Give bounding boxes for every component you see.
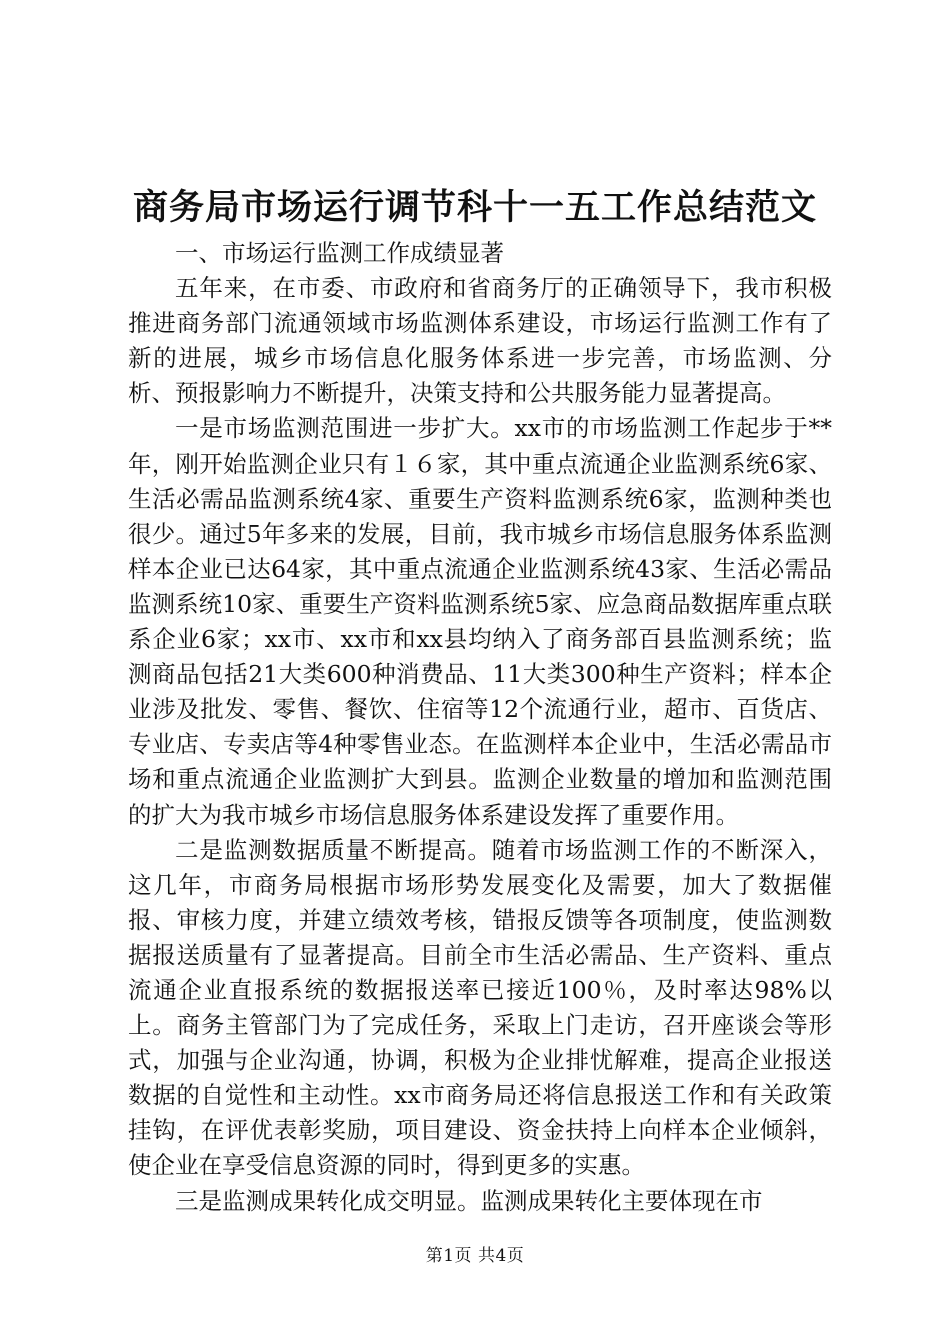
- paragraph-monitoring-scope: 一是市场监测范围进一步扩大。xx市的市场监测工作起步于**年，刚开始监测企业只有１６家，其中重点流通企业监测系统6家、生活必需品监测系统4家、重要生产资料监测系统6家，监测种类也很少。通过5年多来的发展，目前，我市城乡市场信息服务体系监测样本企业已达64家，其中重点流通企业监测系统43家、生活必需品监测系统10家、重要生产资料监测系统5家、应急商品数据库重点联系企业6家；xx市、xx市和xx县均纳入了商务部百县监测系统；监测商品包括21大类600种消费品、11大类300种生产资料；样本企业涉及批发、零售、餐饮、住宿等12个流通行业，超市、百货店、专业店、专卖店等4种零售业态。在监测样本企业中，生活必需品市场和重点流通企业监测扩大到县。监测企业数量的增加和监测范围的扩大为我市城乡市场信息服务体系建设发挥了重要作用。: [128, 414, 832, 829]
- document-body: [128, 236, 832, 1219]
- paragraph-data-quality: 二是监测数据质量不断提高。随着市场监测工作的不断深入，这几年，市商务局根据市场形势发展变化及需要，加大了数据催报、审核力度，并建立绩效考核，错报反馈等各项制度，使监测数据报送质量有了显著提高。目前全市生活必需品、生产资料、重点流通企业直报系统的数据报送率已接近100％，及时率达98%以上。商务主管部门为了完成任务，采取上门走访，召开座谈会等形式，加强与企业沟通，协调，积极为企业排忧解难，提高企业报送数据的自觉性和主动性。xx市商务局还将信息报送工作和有关政策挂钩，在评优表彰奖励，项目建设、资金扶持上向样本企业倾斜，使企业在享受信息资源的同时，得到更多的实惠。: [128, 835, 832, 1180]
- section-heading: 一、市场运行监测工作成绩显著: [175, 239, 504, 267]
- page-number-footer: 第1页 共4页: [425, 1246, 525, 1266]
- document-title: 商务局市场运行调节科十一五工作总结范文: [132, 187, 817, 228]
- paragraph-results: 三是监测成果转化成交明显。监测成果转化主要体现在市: [175, 1186, 763, 1215]
- paragraph-intro: 五年来，在市委、市政府和省商务厅的正确领导下，我市积极推进商务部门流通领域市场监测体系建设，市场运行监测工作有了新的进展，城乡市场信息化服务体系进一步完善，市场监测、分析、预报影响力不断提升，决策支持和公共服务能力显著提高。: [128, 274, 832, 408]
